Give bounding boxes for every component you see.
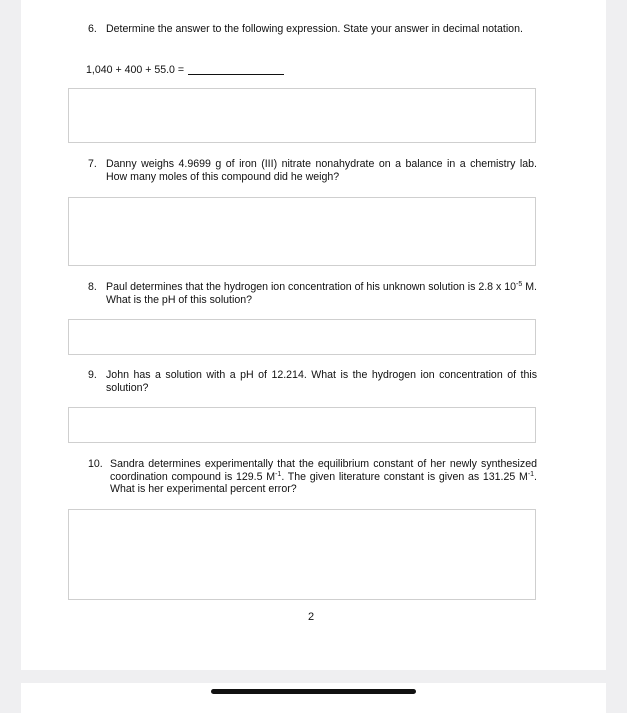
question-7-text: Danny weighs 4.9699 g of iron (III) nitrate nonahydrate on a balance in a chemistry lab. How many moles of this compound did he weigh? (106, 158, 537, 183)
expression-text: 1,040 + 400 + 55.0 = (86, 64, 185, 76)
answer-blank (188, 63, 284, 75)
home-indicator-bar[interactable] (211, 689, 416, 694)
question-10-exponent-a: -1 (275, 470, 282, 478)
question-9-number: 9. (88, 369, 97, 381)
question-9-text: John has a solution with a pH of 12.214. What is the hydrogen ion concentration of this solution? (106, 369, 537, 394)
question-10 (88, 458, 537, 496)
answer-box-6[interactable] (68, 88, 536, 143)
question-10-text-c: . What is her experimental percent error? (110, 470, 537, 495)
question-8-exponent: -5 (516, 281, 523, 288)
next-page-edge (21, 683, 606, 713)
question-10-exponent-b: -1 (527, 470, 535, 478)
question-10-text-a: Sandra determines experimentally that the equilibrium constant of her newly synthesized coordination compound is 129.5 M (110, 458, 537, 483)
answer-box-7[interactable] (68, 197, 536, 266)
question-8-text (106, 281, 537, 306)
question-9 (88, 369, 537, 394)
question-10-text (110, 458, 537, 496)
answer-box-9[interactable] (68, 407, 536, 443)
question-7-number: 7. (88, 158, 97, 170)
question-8-text-b: M. What is the pH of this solution? (106, 281, 537, 306)
question-7 (88, 158, 537, 183)
question-10-number: 10. (88, 458, 103, 470)
question-8-text-a: Paul determines that the hydrogen ion concentration of his unknown solution is 2.8 x 10 (106, 281, 517, 293)
question-6 (88, 23, 537, 36)
question-8 (88, 281, 537, 306)
question-10-text-b: . The given literature constant is given as 131.25 M (281, 470, 528, 483)
question-6-expression (86, 63, 284, 76)
question-8-number: 8. (88, 281, 97, 293)
answer-box-10[interactable] (68, 509, 536, 600)
page-number: 2 (308, 611, 315, 623)
answer-box-8[interactable] (68, 319, 536, 355)
question-6-number: 6. (88, 23, 97, 35)
question-6-text: Determine the answer to the following expression. State your answer in decimal notation. (106, 23, 523, 35)
